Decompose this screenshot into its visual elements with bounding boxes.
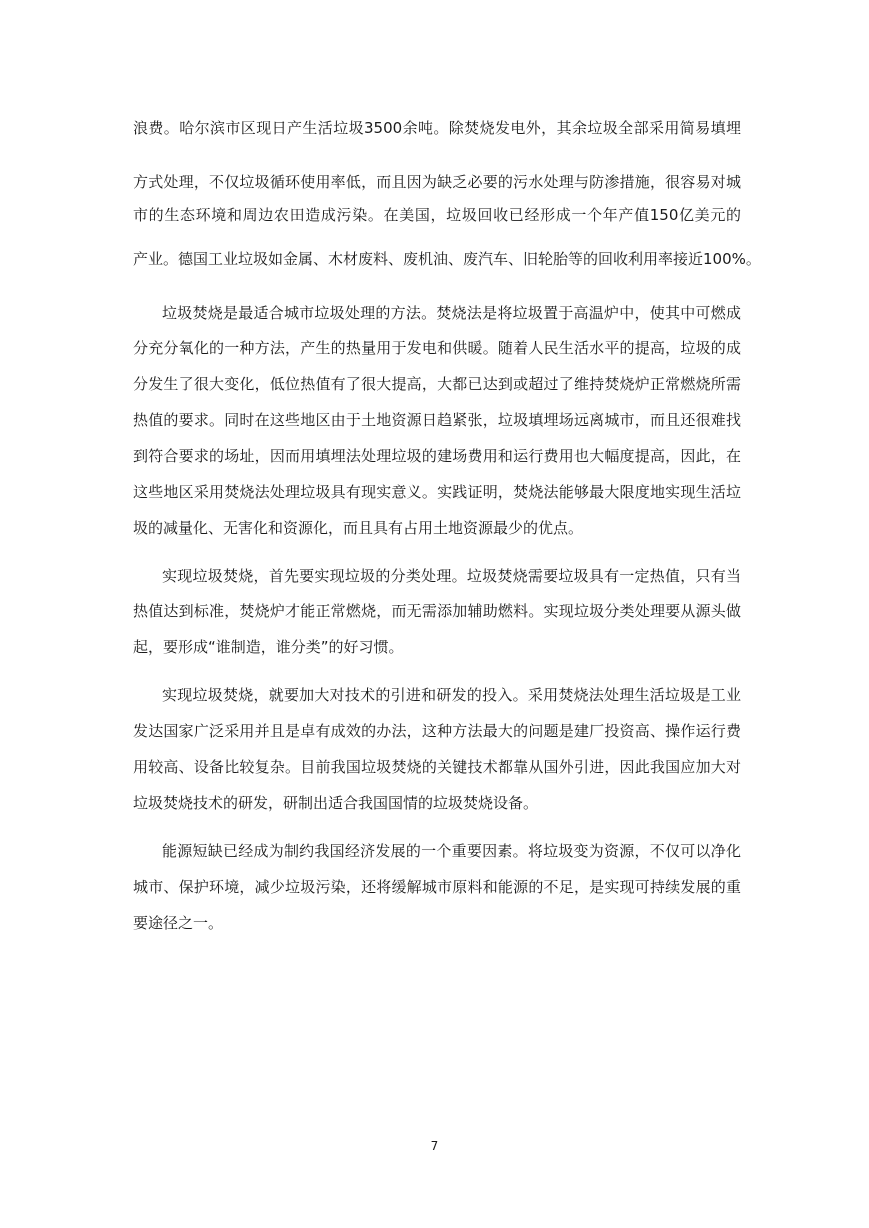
text-line: 分充分氧化的一种方法，产生的热量用于发电和供暖。随着人民生活水平的提高，垃圾的成 (133, 339, 741, 357)
text-line: 产业。德国工业垃圾如金属、木材废料、废机油、废汽车、旧轮胎等的回收利用率接近100%。 (133, 250, 761, 268)
page-number: 7 (430, 1139, 439, 1153)
text-line: 城市、保护环境，减少垃圾污染，还将缓解城市原料和能源的不足，是实现可持续发展的重 (133, 878, 741, 896)
text-line: 这些地区采用焚烧法处理垃圾具有现实意义。实践证明，焚烧法能够最大限度地实现生活垃 (133, 483, 741, 501)
text-line: 垃圾焚烧技术的研发，研制出适合我国国情的垃圾焚烧设备。 (133, 794, 539, 812)
text-line: 用较高、设备比较复杂。目前我国垃圾焚烧的关键技术都靠从国外引进，因此我国应加大对 (133, 758, 741, 776)
text-line: 热值达到标准，焚烧炉才能正常燃烧，而无需添加辅助燃料。实现垃圾分类处理要从源头做 (133, 602, 741, 620)
text-line: 市的生态环境和周边农田造成污染。在美国，垃圾回收已经形成一个年产值150亿美元的 (133, 206, 741, 224)
text-line: 能源短缺已经成为制约我国经济发展的一个重要因素。将垃圾变为资源，不仅可以净化 (162, 842, 741, 860)
text-line: 实现垃圾焚烧，就要加大对技术的引进和研发的投入。采用焚烧法处理生活垃圾是工业 (162, 686, 741, 704)
text-line: 分发生了很大变化，低位热值有了很大提高，大都已达到或超过了维持焚烧炉正常燃烧所需 (133, 375, 741, 393)
text-line: 起，要形成“谁制造，谁分类”的好习惯。 (133, 638, 404, 656)
text-line: 到符合要求的场址，因而用填埋法处理垃圾的建场费用和运行费用也大幅度提高，因此，在 (133, 447, 741, 465)
text-line: 热值的要求。同时在这些地区由于土地资源日趋紧张，垃圾填埋场远离城市，而且还很难找 (133, 411, 741, 429)
text-line: 浪费。哈尔滨市区现日产生活垃圾3500余吨。除焚烧发电外，其余垃圾全部采用简易填埋 (133, 119, 741, 137)
text-line: 要途径之一。 (133, 914, 224, 932)
text-line: 垃圾焚烧是最适合城市垃圾处理的方法。焚烧法是将垃圾置于高温炉中，使其中可燃成 (162, 304, 741, 322)
text-line: 实现垃圾焚烧，首先要实现垃圾的分类处理。垃圾焚烧需要垃圾具有一定热值，只有当 (162, 567, 741, 585)
text-line: 方式处理，不仅垃圾循环使用率低，而且因为缺乏必要的污水处理与防渗措施，很容易对城 (133, 173, 741, 191)
text-line: 发达国家广泛采用并且是卓有成效的办法，这种方法最大的问题是建厂投资高、操作运行费 (133, 722, 741, 740)
text-line: 圾的减量化、无害化和资源化，而且具有占用土地资源最少的优点。 (133, 519, 584, 537)
